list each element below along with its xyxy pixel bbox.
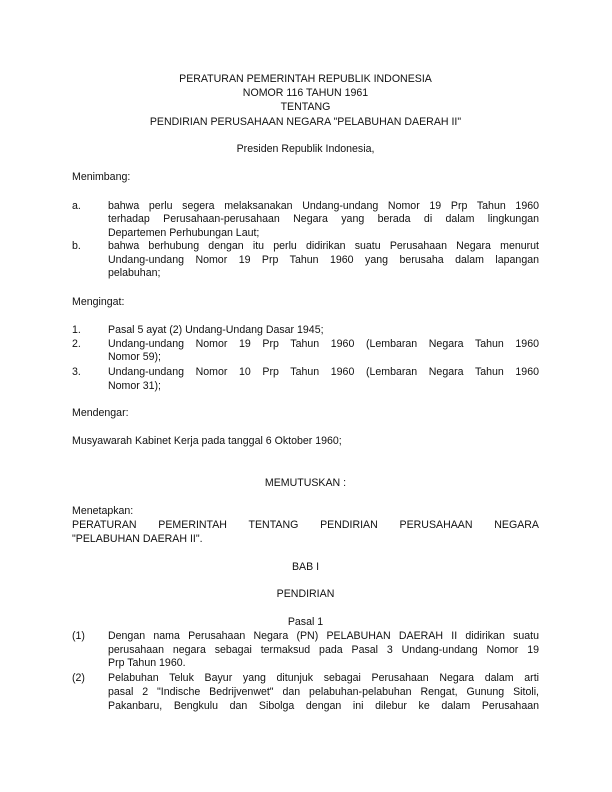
memutuskan-heading: MEMUTUSKAN :: [264, 477, 347, 489]
list-item-line: terhadap Perusahaan-perusahaan Negara yang berada di dalam lingkungan: [108, 213, 539, 225]
list-item-line: Nomor 59);: [108, 351, 161, 363]
list-item-line: pasal 2 "Indische Bedrijvenwet" dan pelabuhan-pelabuhan Rengat, Gunung Sitoli,: [108, 686, 539, 698]
bab-title: PENDIRIAN: [276, 588, 335, 600]
list-marker: b.: [72, 240, 81, 252]
bab-heading: BAB I: [291, 561, 320, 573]
list-item-line: Pasal 5 ayat (2) Undang-Undang Dasar 1945;: [108, 324, 324, 336]
list-item-line: Undang-undang Nomor 10 Prp Tahun 1960 (Lembaran Negara Tahun 1960: [108, 366, 539, 378]
mendengar-heading: Mendengar:: [72, 407, 129, 419]
list-item-line: perusahaan negara sebagai termaksud pada Pasal 3 Undang-undang Nomor 19: [108, 644, 539, 656]
list-item-line: pelabuhan;: [108, 267, 161, 279]
list-item-line: bahwa berhubung dengan itu perlu didirikan suatu Perusahaan Negara menurut: [108, 240, 539, 252]
list-item-line: Undang-undang Nomor 19 Prp Tahun 1960 yang berusaha dalam lapangan: [108, 254, 539, 266]
list-marker: 3.: [72, 366, 81, 378]
menimbang-heading: Menimbang:: [72, 171, 131, 183]
president-line: Presiden Republik Indonesia,: [236, 143, 375, 155]
list-marker: (1): [72, 630, 85, 642]
list-item-line: Departemen Perhubungan Laut;: [108, 227, 260, 239]
title-line: NOMOR 116 TAHUN 1961: [242, 87, 369, 99]
title-line: PERATURAN PEMERINTAH REPUBLIK INDONESIA: [179, 73, 432, 85]
list-marker: 1.: [72, 324, 81, 336]
menetapkan-heading: Menetapkan:: [72, 505, 134, 517]
menetapkan-line: PERATURAN PEMERINTAH TENTANG PENDIRIAN PERUSAHAAN NEGARA: [72, 519, 539, 531]
mendengar-text: Musyawarah Kabinet Kerja pada tanggal 6 Oktober 1960;: [72, 435, 342, 447]
list-item-line: Prp Tahun 1960.: [108, 657, 186, 669]
list-item-line: Pakanbaru, Bengkulu dan Sibolga dengan ini dilebur ke dalam Perusahaan: [108, 700, 539, 712]
list-marker: 2.: [72, 338, 81, 350]
pasal-heading: Pasal 1: [287, 616, 324, 628]
list-item-line: Nomor 31);: [108, 380, 161, 392]
mengingat-heading: Mengingat:: [72, 296, 125, 308]
list-item-line: Pelabuhan Teluk Bayur yang ditunjuk sebagai Perusahaan Negara dalam arti: [108, 672, 539, 684]
list-marker: a.: [72, 200, 81, 212]
list-item-line: Dengan nama Perusahaan Negara (PN) PELABUHAN DAERAH II didirikan suatu: [108, 630, 539, 642]
list-item-line: Undang-undang Nomor 19 Prp Tahun 1960 (Lembaran Negara Tahun 1960: [108, 338, 539, 350]
menetapkan-line: "PELABUHAN DAERAH II".: [72, 533, 203, 545]
list-item-line: bahwa perlu segera melaksanakan Undang-undang Nomor 19 Prp Tahun 1960: [108, 200, 539, 212]
title-line: PENDIRIAN PERUSAHAAN NEGARA "PELABUHAN DAERAH II": [149, 116, 462, 128]
list-marker: (2): [72, 672, 85, 684]
title-line: TENTANG: [280, 101, 331, 113]
